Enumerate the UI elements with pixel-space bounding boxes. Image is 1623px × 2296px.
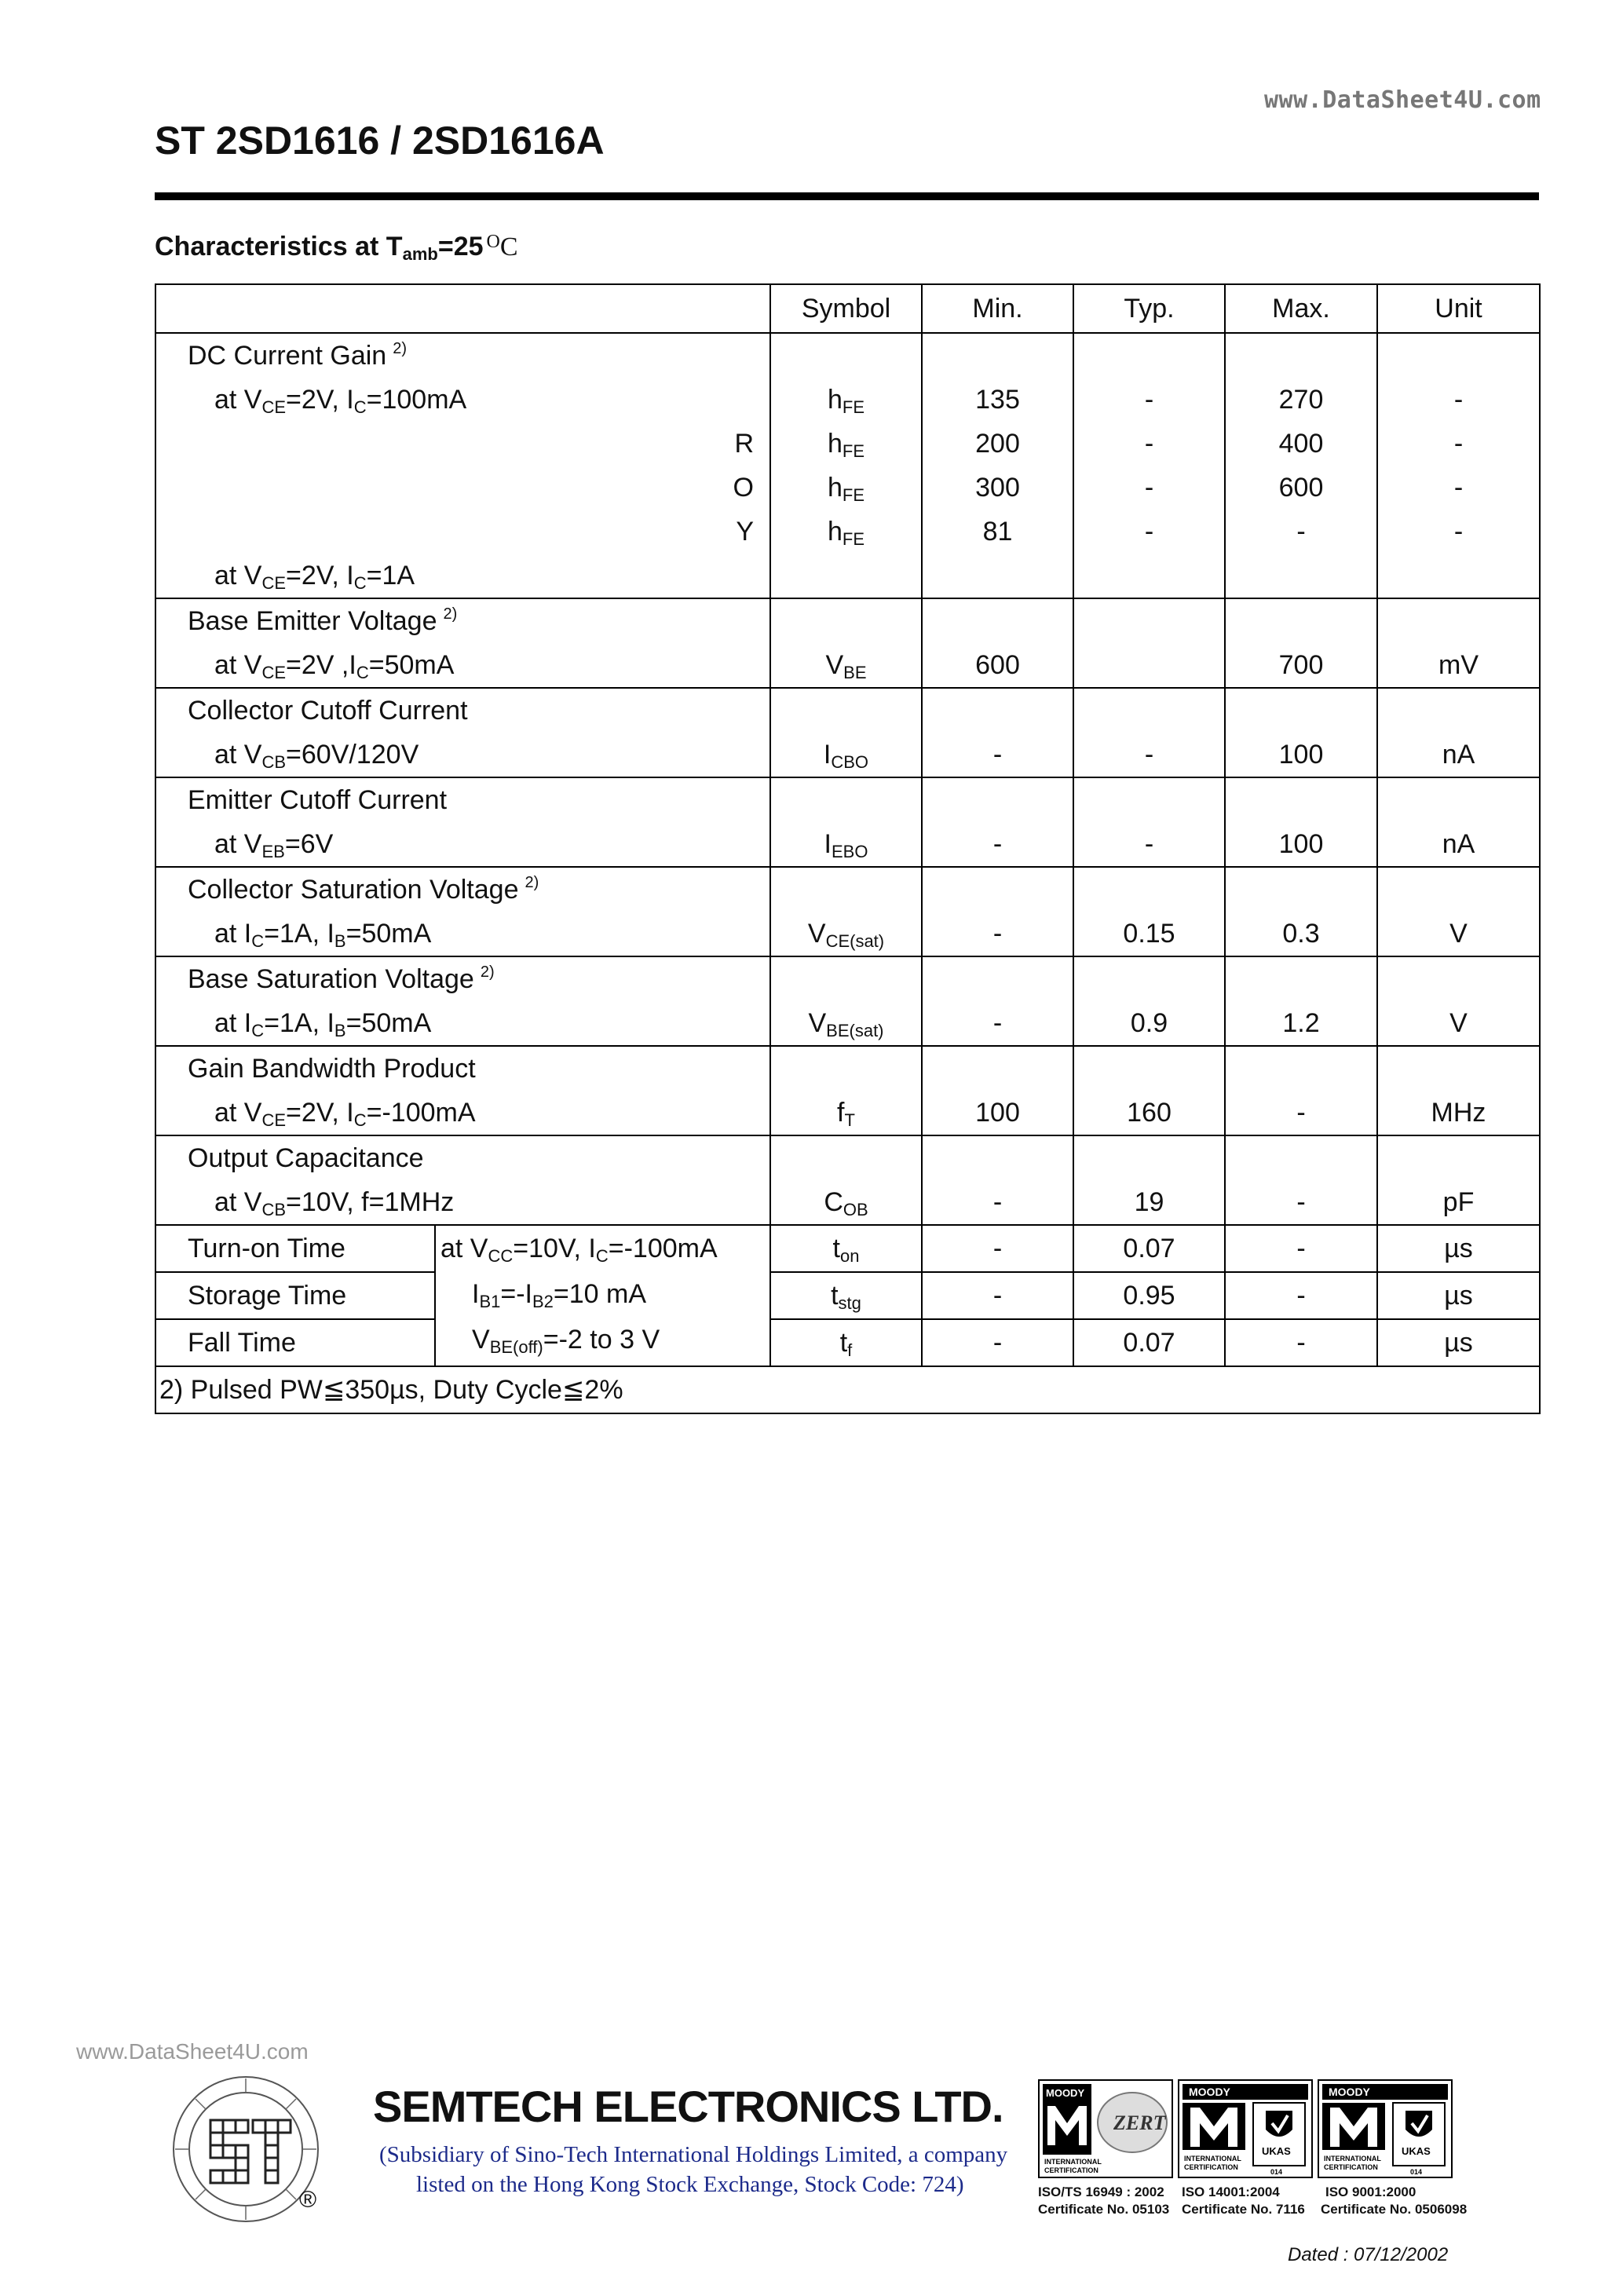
condition: at $V_{CE}=2V$ $,I_C=50mA$: [214, 650, 455, 682]
subsidiary-line-2: listed on the Hong Kong Stock Exchange, Stock Code: 724): [416, 2172, 964, 2197]
header-min: Min.: [922, 284, 1073, 333]
parameter-cell: Base Emitter Voltage $^{2)}$ at $V_{CE}=2V$ $,I_C=50mA$: [155, 598, 770, 688]
section-subtitle: Characteristics at $T_{amb}=25$ $^O$C: [155, 232, 518, 264]
condition: at $I_C=1A$, $I_B=50mA$: [214, 1008, 432, 1040]
unit-cell: µs: [1377, 1225, 1540, 1272]
rank-label: Y: [736, 517, 754, 547]
condition: at $V_{CB}=60V/120V$: [214, 740, 419, 772]
typ-cell: 0.15: [1073, 867, 1225, 956]
typ-cell: 0.95: [1073, 1272, 1225, 1319]
max-cell: -: [1225, 1272, 1377, 1319]
table-row-icbo: [155, 688, 1540, 777]
svg-text:MOODY: MOODY: [1046, 2087, 1085, 2099]
subsidiary-line-1: (Subsidiary of Sino-Tech International Holdings Limited, a company: [379, 2142, 1008, 2167]
unit-cell: V: [1377, 867, 1540, 956]
footnote-row: [155, 1366, 1540, 1413]
table-row-storage: [155, 1272, 1540, 1319]
company-name: SEMTECH ELECTRONICS LTD.: [373, 2082, 1003, 2131]
unit-cell: mV: [1377, 598, 1540, 688]
symbol-cell: $I_{EBO}$: [770, 777, 922, 867]
symbol-cell: $I_{CBO}$: [770, 688, 922, 777]
symbol-cell: $V_{BE}$: [770, 598, 922, 688]
unit-cell: MHz: [1377, 1046, 1540, 1135]
svg-text:INTERNATIONAL: INTERNATIONAL: [1324, 2155, 1381, 2163]
cert-number: Certificate No. 05103: [1038, 2202, 1170, 2217]
min-cell: -: [922, 1272, 1073, 1319]
typ-cell: 0.9: [1073, 956, 1225, 1046]
header-parameter: [155, 284, 770, 333]
min-cell: 135 200 300 81: [922, 333, 1073, 598]
svg-text:014: 014: [1410, 2168, 1423, 2176]
cert-standard: ISO 9001:2000: [1325, 2184, 1416, 2199]
moody-qzert-cert-badge-icon: [1038, 2079, 1173, 2178]
table-row-vbesat: [155, 956, 1540, 1046]
symbol-cell: $t_{on}$: [770, 1225, 922, 1272]
max-cell: -: [1225, 1225, 1377, 1272]
cert-number: Certificate No. 0506098: [1321, 2202, 1468, 2217]
dated-label: Dated : 07/12/2002: [1288, 2244, 1449, 2265]
unit-cell: V: [1377, 956, 1540, 1046]
table-row-turn-on: [155, 1225, 1540, 1272]
condition: at $V_{CE}=2V$, $I_C=1A$: [214, 561, 415, 593]
max-cell: 0.3: [1225, 867, 1377, 956]
unit-cell: pF: [1377, 1135, 1540, 1225]
header-typ: Typ.: [1073, 284, 1225, 333]
svg-text:UKAS: UKAS: [1262, 2145, 1291, 2157]
condition: at $V_{CB}=10V$, f=1MHz: [214, 1187, 455, 1219]
unit-cell: - - - -: [1377, 333, 1540, 598]
unit-cell: µs: [1377, 1272, 1540, 1319]
min-cell: -: [922, 956, 1073, 1046]
parameter-cell: Fall Time: [155, 1319, 435, 1366]
svg-text:INTERNATIONAL: INTERNATIONAL: [1044, 2158, 1102, 2166]
page-title: ST 2SD1616 / 2SD1616A: [155, 119, 605, 163]
table-row-fall: [155, 1319, 1540, 1366]
parameter-cell: DC Current Gain $^{2)}$ at $V_{CE}=2V$, $I_C=100mA$ R O Y at $V_{CE}=2V$, $I_C=1A$: [155, 333, 770, 598]
param-name: Base Emitter Voltage: [188, 606, 437, 636]
unit-cell: µs: [1377, 1319, 1540, 1366]
typ-cell: 19: [1073, 1135, 1225, 1225]
unit-cell: nA: [1377, 777, 1540, 867]
cert-standard: ISO 14001:2004: [1182, 2184, 1280, 2199]
footnote: 2) Pulsed PW≦350µs, Duty Cycle≦2%: [155, 1366, 1540, 1413]
parameter-cell: Base Saturation Voltage $^{2)}$ at $I_C=1A$, $I_B=50mA$: [155, 956, 770, 1046]
condition: at $V_{CE}=2V$, $I_C=100mA$: [214, 385, 467, 417]
svg-text:CERTIFICATION: CERTIFICATION: [1184, 2163, 1238, 2171]
switching-conditions: at $V_{CC}=10V$, $I_C=-100mA$ $I_{B1}=-I_{B2}=10$ mA $V_{BE(off)}=-2$ to 3 V: [435, 1225, 770, 1366]
max-cell: -: [1225, 1319, 1377, 1366]
symbol-cell: $V_{BE(sat)}$: [770, 956, 922, 1046]
rank-label: O: [733, 473, 754, 503]
min-cell: -: [922, 867, 1073, 956]
max-cell: 700: [1225, 598, 1377, 688]
min-cell: -: [922, 1135, 1073, 1225]
typ-cell: -: [1073, 777, 1225, 867]
table-row-cob: [155, 1135, 1540, 1225]
table-row-iebo: [155, 777, 1540, 867]
symbol-cell: $t_{stg}$: [770, 1272, 922, 1319]
condition: at $V_{EB}=6V$: [214, 829, 334, 861]
max-cell: 270 400 600 -: [1225, 333, 1377, 598]
title-rule: [155, 192, 1539, 200]
header-symbol: Symbol: [770, 284, 922, 333]
svg-text:MOODY: MOODY: [1189, 2086, 1230, 2098]
rank-label: R: [734, 429, 754, 459]
typ-cell: 160: [1073, 1046, 1225, 1135]
typ-cell: 0.07: [1073, 1319, 1225, 1366]
svg-text:MOODY: MOODY: [1329, 2086, 1370, 2098]
max-cell: 100: [1225, 777, 1377, 867]
parameter-cell: [155, 1135, 770, 1225]
max-cell: -: [1225, 1046, 1377, 1135]
param-name: Gain Bandwidth Product: [188, 1054, 476, 1084]
semtech-logo-icon: [171, 2075, 320, 2224]
moody-ukas-quality-cert-badge-icon: [1318, 2079, 1453, 2178]
typ-cell: -: [1073, 688, 1225, 777]
min-cell: -: [922, 1225, 1073, 1272]
header-unit: Unit: [1377, 284, 1540, 333]
registered-mark: ®: [299, 2187, 317, 2213]
param-name: Base Saturation Voltage: [188, 964, 474, 994]
svg-text:CERTIFICATION: CERTIFICATION: [1324, 2163, 1378, 2171]
condition: at $I_C=1A$, $I_B=50mA$: [214, 919, 432, 951]
svg-text:ZERT: ZERT: [1113, 2111, 1166, 2134]
param-name: Emitter Cutoff Current: [188, 785, 448, 815]
min-cell: 100: [922, 1046, 1073, 1135]
header-row: [155, 284, 1540, 333]
parameter-cell: [155, 1046, 770, 1135]
max-cell: -: [1225, 1135, 1377, 1225]
svg-text:UKAS: UKAS: [1402, 2145, 1431, 2157]
svg-text:014: 014: [1270, 2168, 1283, 2176]
parameter-cell: Storage Time: [155, 1272, 435, 1319]
cert-standard: ISO/TS 16949 : 2002: [1038, 2184, 1164, 2199]
symbol-cell: $C_{OB}$: [770, 1135, 922, 1225]
moody-ukas-cert-badge-icon: [1178, 2079, 1313, 2178]
symbol-cell: $t_f$: [770, 1319, 922, 1366]
typ-cell: [1073, 598, 1225, 688]
symbol-cell: $h_{FE}$ $h_{FE}$ $h_{FE}$ $h_{FE}$: [770, 333, 922, 598]
symbol-cell: $V_{CE(sat)}$: [770, 867, 922, 956]
param-name: Collector Cutoff Current: [188, 696, 468, 726]
parameter-cell: Collector Saturation Voltage $^{2)}$ at $I_C=1A$, $I_B=50mA$: [155, 867, 770, 956]
typ-cell: 0.07: [1073, 1225, 1225, 1272]
unit-cell: nA: [1377, 688, 1540, 777]
svg-text:CERTIFICATION: CERTIFICATION: [1044, 2166, 1098, 2174]
min-cell: -: [922, 777, 1073, 867]
min-cell: -: [922, 688, 1073, 777]
max-cell: 100: [1225, 688, 1377, 777]
typ-cell: - - - -: [1073, 333, 1225, 598]
param-name: Collector Saturation Voltage: [188, 875, 519, 905]
param-name: Output Capacitance: [188, 1143, 424, 1173]
table-row-dc-gain: [155, 333, 1540, 598]
parameter-cell: [155, 777, 770, 867]
table-row-ft: [155, 1046, 1540, 1135]
symbol-cell: $f_T$: [770, 1046, 922, 1135]
table-row-vcesat: [155, 867, 1540, 956]
min-cell: 600: [922, 598, 1073, 688]
header-max: Max.: [1225, 284, 1377, 333]
table-row-vbe: [155, 598, 1540, 688]
max-cell: 1.2: [1225, 956, 1377, 1046]
cert-number: Certificate No. 7116: [1182, 2202, 1305, 2217]
characteristics-table: [155, 283, 1541, 1414]
parameter-cell: Turn-on Time: [155, 1225, 435, 1272]
watermark-top: www.DataSheet4U.com: [1264, 86, 1541, 114]
condition: at $V_{CE}=2V$, $I_C=-100mA$: [214, 1098, 476, 1130]
svg-text:INTERNATIONAL: INTERNATIONAL: [1184, 2155, 1241, 2163]
min-cell: -: [922, 1319, 1073, 1366]
param-name: DC Current Gain: [188, 341, 387, 371]
watermark-bottom: www.DataSheet4U.com: [76, 2039, 309, 2064]
parameter-cell: [155, 688, 770, 777]
